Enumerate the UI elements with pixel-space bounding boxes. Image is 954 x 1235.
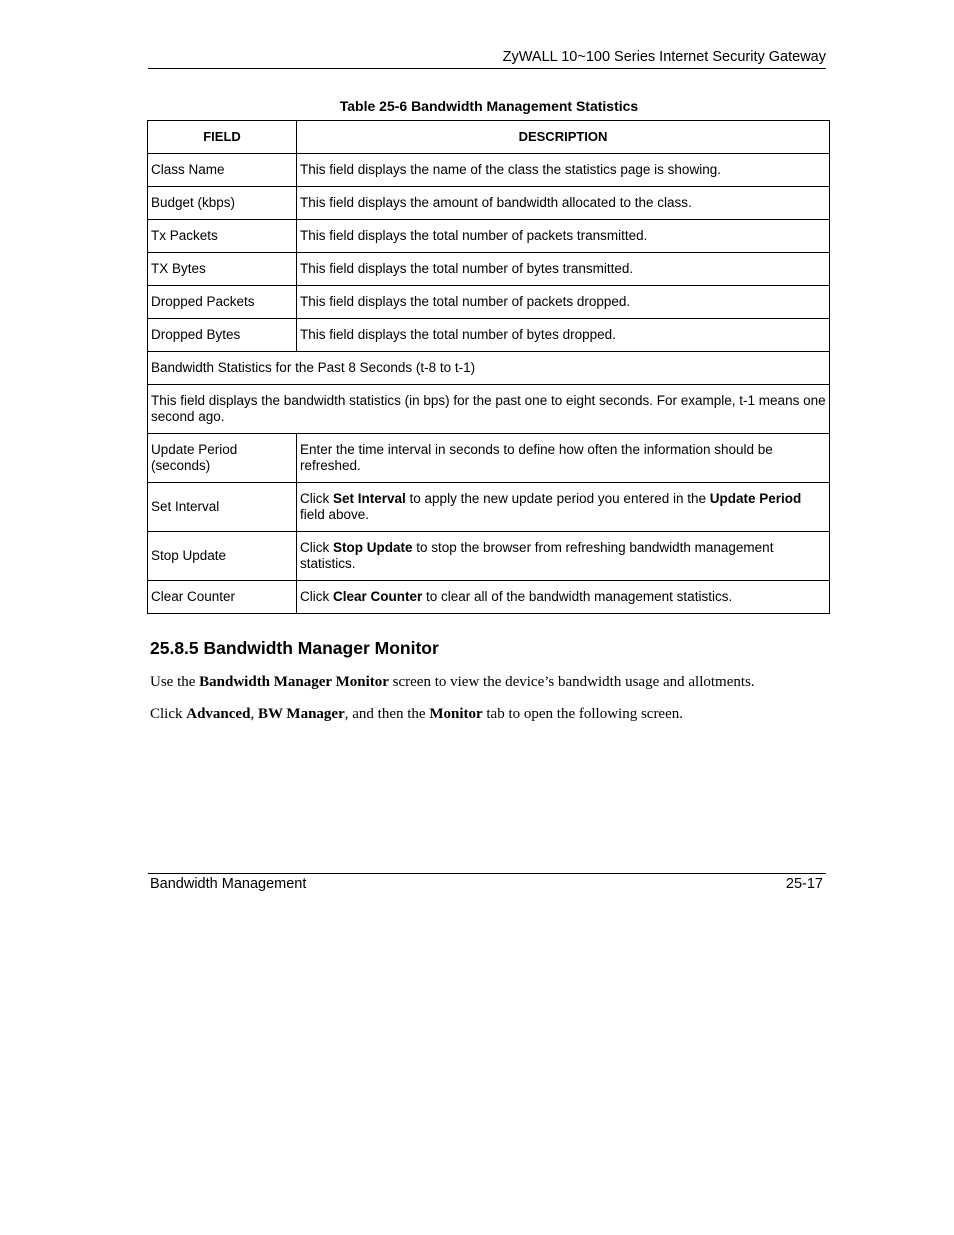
bold-term: Advanced (186, 706, 251, 722)
section-heading: 25.8.5 Bandwidth Manager Monitor (150, 638, 439, 658)
span-title-cell: Bandwidth Statistics for the Past 8 Seconds (t-8 to t-1) (148, 352, 830, 385)
description-cell: This field displays the total number of packets transmitted. (297, 220, 830, 253)
text-run: screen to view the device’s bandwidth usage and allotments. (388, 674, 755, 690)
description-cell (297, 483, 830, 532)
column-header-field: FIELD (148, 121, 297, 154)
field-cell: Dropped Bytes (148, 319, 297, 352)
table-row (148, 220, 830, 253)
table-header-row (148, 121, 830, 154)
description-cell: This field displays the name of the class the statistics page is showing. (297, 154, 830, 187)
field-cell: Stop Update (148, 532, 297, 581)
table-row (148, 434, 830, 483)
description-cell: This field displays the amount of bandwidth allocated to the class. (297, 187, 830, 220)
table-row (148, 319, 830, 352)
text-run: to apply the new update period you entered in the (405, 491, 710, 506)
bold-term: BW Manager (257, 706, 345, 722)
table-span-title-row (148, 352, 830, 385)
text-run: to clear all of the bandwidth management statistics. (422, 589, 733, 604)
bold-term: Update Period (709, 491, 802, 506)
text-run: Click (300, 589, 333, 604)
description-cell: This field displays the total number of bytes dropped. (297, 319, 830, 352)
table-row (148, 187, 830, 220)
table-row (148, 286, 830, 319)
bold-term: Bandwidth Manager Monitor (199, 674, 389, 690)
field-cell: Dropped Packets (148, 286, 297, 319)
text-run: Click (150, 706, 187, 722)
bandwidth-statistics-table (147, 120, 830, 614)
table-row (148, 483, 830, 532)
footer-chapter: Bandwidth Management (150, 876, 307, 892)
text-run: Click (300, 540, 333, 555)
text-run: , (250, 706, 258, 722)
footer-page-number: 25-17 (785, 876, 823, 892)
header-title: ZyWALL 10~100 Series Internet Security Gateway (502, 49, 826, 65)
bold-term: Stop Update (333, 540, 413, 555)
field-cell: Update Period (seconds) (148, 434, 297, 483)
span-description-cell: This field displays the bandwidth statistics (in bps) for the past one to eight seconds. For example, t-1 means one second ago. (148, 385, 830, 434)
field-cell: Clear Counter (148, 581, 297, 614)
text-run: Click (300, 491, 333, 506)
field-cell: Budget (kbps) (148, 187, 297, 220)
description-cell: Enter the time interval in seconds to define how often the information should be refreshed. (297, 434, 830, 483)
table-caption: Table 25-6 Bandwidth Management Statistics (339, 98, 639, 114)
paragraph-intro (150, 673, 755, 691)
field-cell: TX Bytes (148, 253, 297, 286)
bold-term: Set Interval (333, 491, 406, 506)
description-cell (297, 532, 830, 581)
table-row (148, 154, 830, 187)
bold-term: Monitor (429, 706, 483, 722)
table-span-description-row (148, 385, 830, 434)
field-cell: Class Name (148, 154, 297, 187)
description-cell: This field displays the total number of bytes transmitted. (297, 253, 830, 286)
text-run: to stop the browser from refreshing bandwidth management statistics. (300, 540, 774, 571)
paragraph-instructions (150, 705, 683, 723)
bold-term: Clear Counter (333, 589, 423, 604)
field-cell: Set Interval (148, 483, 297, 532)
text-run: field above. (300, 507, 370, 522)
table-row (148, 532, 830, 581)
text-run: tab to open the following screen. (482, 706, 684, 722)
page-header (148, 48, 826, 69)
page-footer (148, 873, 826, 892)
text-run: , and then the (344, 706, 430, 722)
table-row (148, 253, 830, 286)
field-cell: Tx Packets (148, 220, 297, 253)
text-run: Use the (150, 674, 200, 690)
table-row (148, 581, 830, 614)
description-cell (297, 581, 830, 614)
description-cell: This field displays the total number of packets dropped. (297, 286, 830, 319)
column-header-description: DESCRIPTION (297, 121, 830, 154)
